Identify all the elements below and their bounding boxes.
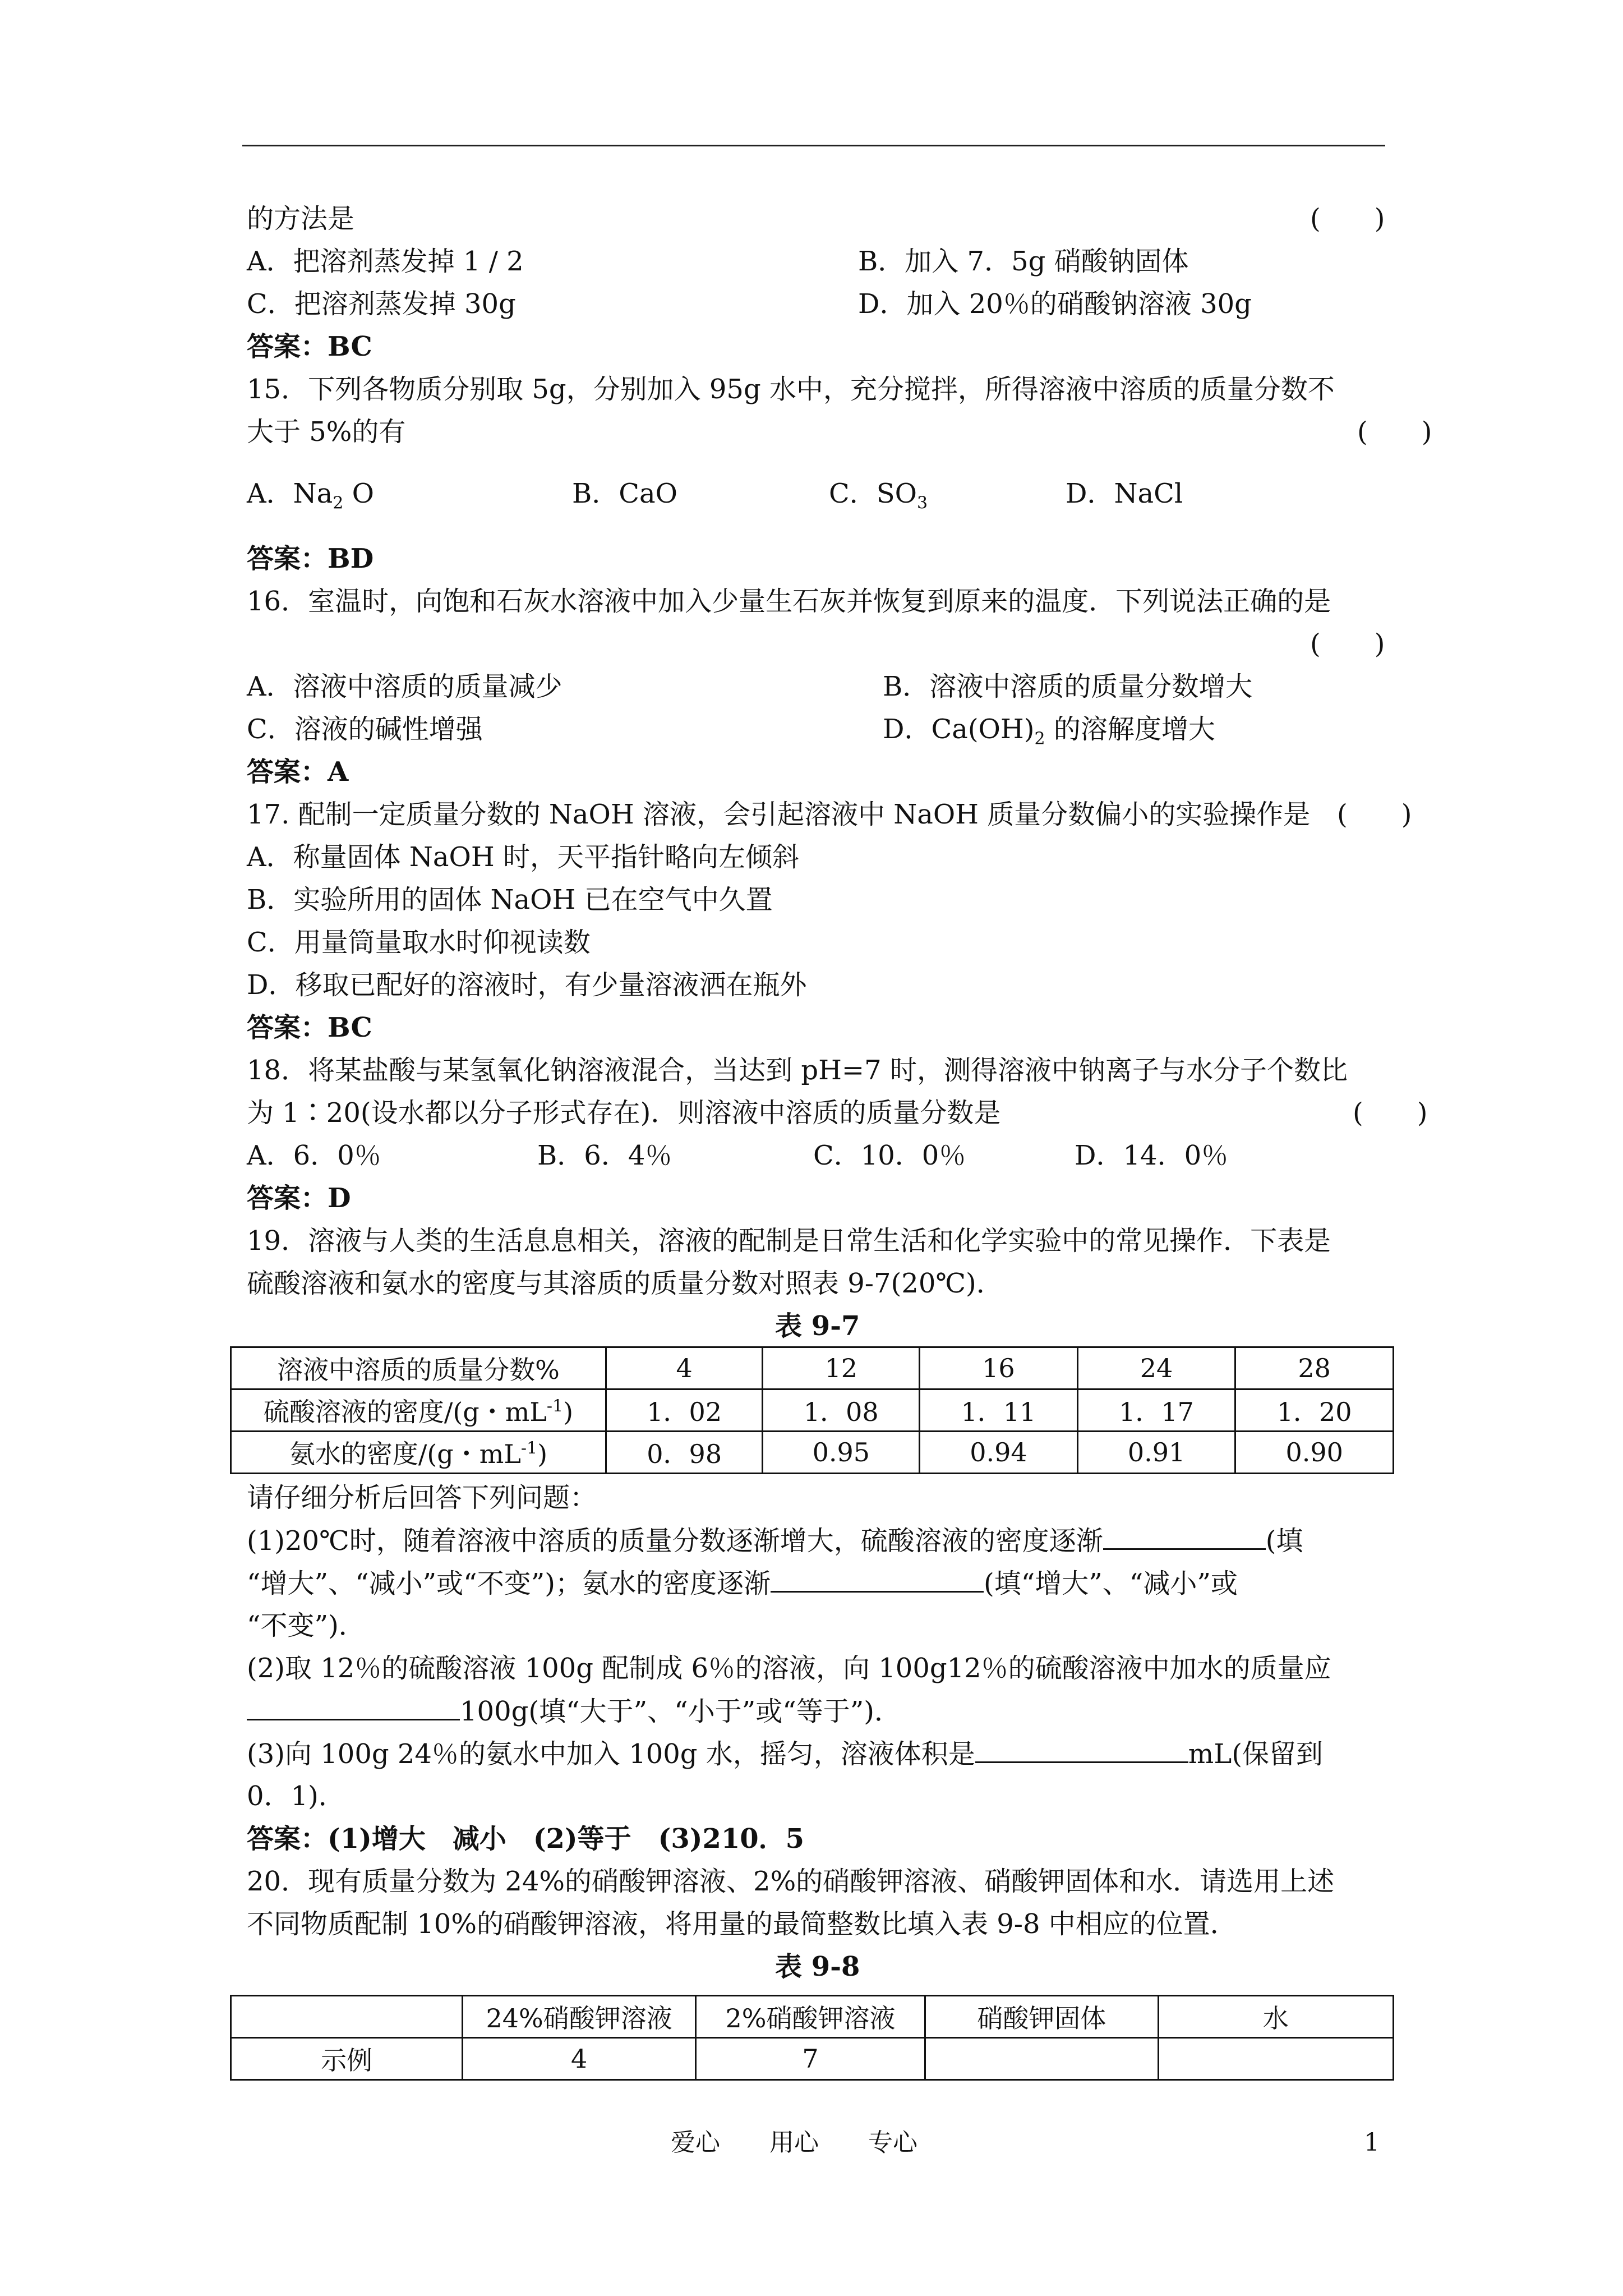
table-cell: 1．02 bbox=[606, 1389, 763, 1432]
q15-option-a-subscript: 2 bbox=[333, 493, 344, 513]
table-cell: 示例 bbox=[231, 2038, 463, 2080]
q18-option-c: C．10．0％ bbox=[813, 1140, 966, 1171]
q17-option-b: B．实验所用的固体 NaOH 已在空气中久置 bbox=[247, 884, 773, 915]
table-cell: 4 bbox=[606, 1347, 763, 1389]
q15-stem-line2: 大于 5%的有 bbox=[247, 416, 406, 448]
page-number: 1 bbox=[1364, 2128, 1380, 2157]
fill-blank bbox=[975, 1737, 1188, 1763]
row-label-text: 硫酸溶液的密度/(g・mL bbox=[263, 1397, 547, 1427]
q16-option-c: C．溶液的碱性增强 bbox=[247, 714, 483, 745]
q18-option-a: A．6．0％ bbox=[247, 1140, 381, 1171]
footer-slogan: 爱心 用心 专心 bbox=[671, 2128, 917, 2157]
table-9-8-caption: 表 9-8 bbox=[775, 1951, 860, 1982]
q17-answer: 答案：BC bbox=[247, 1012, 372, 1043]
q16-option-d-text: D．Ca(OH) bbox=[883, 714, 1035, 745]
table-cell: 4 bbox=[463, 2038, 695, 2080]
q15-option-c bbox=[829, 477, 928, 521]
q19-stem-line2: 硫酸溶液和氨水的密度与其溶质的质量分数对照表 9-7(20℃)． bbox=[247, 1268, 1003, 1299]
q19-part1-line2 bbox=[247, 1566, 1238, 1600]
q15-answer-blank: ( ) bbox=[1357, 416, 1432, 448]
q18-option-d: D．14．0％ bbox=[1075, 1140, 1229, 1171]
q14-option-a: A．把溶剂蒸发掉 1 / 2 bbox=[247, 246, 524, 277]
row-label-close: ) bbox=[537, 1439, 548, 1469]
q16-stem-line1: 16．室温时，向饱和石灰水溶液中加入少量生石灰并恢复到原来的温度．下列说法正确的是 bbox=[247, 586, 1331, 617]
q17-option-a: A．称量固体 NaOH 时，天平指针略向左倾斜 bbox=[247, 841, 800, 873]
q19-part1-text2: “增大”、“减小”或“不变”)；氨水的密度逐渐 bbox=[247, 1568, 771, 1599]
q15-stem-line1: 15．下列各物质分别取 5g，分别加入 95g 水中，充分搅拌，所得溶液中溶质的质量分数不 bbox=[247, 374, 1335, 405]
table-cell: 0．98 bbox=[606, 1432, 763, 1474]
table-9-7 bbox=[230, 1346, 1394, 1474]
q15-option-c-text: C．SO bbox=[829, 478, 917, 509]
q16-option-b: B．溶液中溶质的质量分数增大 bbox=[883, 671, 1253, 702]
q14-answer: 答案：BC bbox=[247, 331, 372, 362]
q19-part2-line2 bbox=[247, 1694, 901, 1728]
q15-option-c-subscript: 3 bbox=[916, 493, 928, 513]
table-cell: 2%硝酸钾溶液 bbox=[695, 1996, 925, 2038]
q14-option-d: D．加入 20％的硝酸钠溶液 30g bbox=[858, 288, 1252, 320]
q19-part3-hint: mL(保留到 bbox=[1188, 1738, 1323, 1770]
table-cell: 24%硝酸钾溶液 bbox=[463, 1996, 695, 2038]
q20-stem-line2: 不同物质配制 10%的硝酸钾溶液，将用量的最简整数比填入表 9-8 中相应的位置． bbox=[247, 1908, 1237, 1940]
row-label-text: 氨水的密度/(g・mL bbox=[289, 1439, 521, 1469]
q18-answer: 答案：D bbox=[247, 1182, 351, 1214]
row-label-superscript: -1 bbox=[520, 1438, 538, 1458]
q14-option-c: C．把溶剂蒸发掉 30g bbox=[247, 288, 516, 320]
q19-part3-line1 bbox=[247, 1737, 1323, 1771]
table-cell: 0.91 bbox=[1077, 1432, 1235, 1474]
table-cell: 1．11 bbox=[920, 1389, 1078, 1432]
table-9-7-row-sulfuric bbox=[231, 1389, 1394, 1432]
q19-answer: 答案：(1)增大 减小 (2)等于 (3)210．5 bbox=[247, 1823, 805, 1855]
q16-option-d-subscript: 2 bbox=[1034, 729, 1045, 749]
table-cell: 0.94 bbox=[920, 1432, 1078, 1474]
q16-answer: 答案：A bbox=[247, 756, 349, 788]
table-9-7-header-row bbox=[231, 1347, 1394, 1389]
table-cell: 16 bbox=[920, 1347, 1078, 1389]
q19-part3-text: (3)向 100g 24％的氨水中加入 100g 水，摇匀，溶液体积是 bbox=[247, 1738, 975, 1770]
q15-answer: 答案：BD bbox=[247, 543, 374, 574]
table-cell: 1．08 bbox=[763, 1389, 920, 1432]
table-9-8-row-example bbox=[231, 2038, 1394, 2080]
q15-option-a-text: A．Na bbox=[247, 478, 333, 509]
q14-answer-blank: ( ) bbox=[1310, 203, 1385, 234]
q15-option-b: B．CaO bbox=[572, 478, 677, 509]
table-cell bbox=[925, 2038, 1158, 2080]
table-9-8 bbox=[230, 1995, 1394, 2081]
q16-option-a: A．溶液中溶质的质量减少 bbox=[247, 671, 562, 702]
table-9-8-header-row bbox=[231, 1996, 1394, 2038]
table-cell: 12 bbox=[763, 1347, 920, 1389]
table-9-7-row-ammonia bbox=[231, 1432, 1394, 1474]
table-cell: 1．20 bbox=[1235, 1389, 1394, 1432]
q18-stem-line2: 为 1∶20(设水都以分子形式存在)．则溶液中溶质的质量分数是 bbox=[247, 1097, 1001, 1129]
q18-answer-blank: ( ) bbox=[1353, 1097, 1428, 1129]
q17-answer-blank: ( ) bbox=[1337, 799, 1412, 830]
header-rule bbox=[242, 145, 1385, 146]
table-cell: 硝酸钾固体 bbox=[925, 1996, 1158, 2038]
table-9-7-caption: 表 9-7 bbox=[775, 1310, 860, 1342]
fill-blank bbox=[771, 1566, 984, 1593]
table-cell: 溶液中溶质的质量分数% bbox=[231, 1347, 606, 1389]
table-cell bbox=[231, 1996, 463, 2038]
table-row-label bbox=[231, 1432, 606, 1474]
q17-stem: 17. 配制一定质量分数的 NaOH 溶液，会引起溶液中 NaOH 质量分数偏小的实验操作是 bbox=[247, 799, 1311, 830]
q15-option-a bbox=[247, 477, 374, 521]
table-cell: 1．17 bbox=[1077, 1389, 1235, 1432]
table-cell bbox=[1158, 2038, 1393, 2080]
row-label-close: ) bbox=[563, 1397, 574, 1427]
q17-option-c: C．用量筒量取水时仰视读数 bbox=[247, 927, 591, 958]
table-cell: 水 bbox=[1158, 1996, 1393, 2038]
q19-part1-text: (1)20℃时，随着溶液中溶质的质量分数逐渐增大，硫酸溶液的密度逐渐 bbox=[247, 1525, 1103, 1557]
table-cell: 24 bbox=[1077, 1347, 1235, 1389]
q14-option-b: B．加入 7．5g 硝酸钠固体 bbox=[858, 246, 1189, 277]
q17-option-d: D．移取已配好的溶液时，有少量溶液洒在瓶外 bbox=[247, 969, 807, 1001]
table-cell: 28 bbox=[1235, 1347, 1394, 1389]
q19-prompt: 请仔细分析后回答下列问题： bbox=[247, 1482, 597, 1513]
q19-part1-hint2: (填“增大”、“减小”或 bbox=[983, 1568, 1238, 1599]
q18-stem-line1: 18．将某盐酸与某氢氧化钠溶液混合，当达到 pH=7 时，测得溶液中钠离子与水分子个数比 bbox=[247, 1055, 1348, 1086]
q16-answer-blank: ( ) bbox=[1310, 628, 1385, 660]
table-cell: 0.90 bbox=[1235, 1432, 1394, 1474]
q19-part3-line2: 0．1)． bbox=[247, 1780, 345, 1812]
q14-stem: 的方法是 bbox=[247, 203, 355, 234]
q19-part2-text: 100g(填“大于”、“小于”或“等于”)． bbox=[460, 1696, 902, 1727]
row-label-superscript: -1 bbox=[546, 1396, 564, 1416]
q19-part1-line3: “不变”)． bbox=[247, 1610, 366, 1641]
fill-blank bbox=[1103, 1524, 1266, 1550]
q15-option-d: D．NaCl bbox=[1066, 478, 1183, 509]
q16-option-d bbox=[883, 712, 1215, 756]
table-cell: 0.95 bbox=[763, 1432, 920, 1474]
q19-part1-line1 bbox=[247, 1524, 1303, 1558]
table-row-label bbox=[231, 1389, 606, 1432]
q19-stem-line1: 19．溶液与人类的生活息息相关，溶液的配制是日常生活和化学实验中的常见操作．下表是 bbox=[247, 1225, 1331, 1257]
fill-blank bbox=[247, 1694, 460, 1720]
q15-option-a-rest: O bbox=[343, 478, 374, 509]
q16-option-d-rest: 的溶解度增大 bbox=[1045, 714, 1215, 745]
q18-option-b: B．6．4％ bbox=[537, 1140, 672, 1171]
q19-part1-hint: (填 bbox=[1265, 1525, 1303, 1557]
q20-stem-line1: 20．现有质量分数为 24%的硝酸钾溶液、2%的硝酸钾溶液、硝酸钾固体和水．请选用上述 bbox=[247, 1866, 1335, 1897]
table-cell: 7 bbox=[695, 2038, 925, 2080]
q19-part2-line1: (2)取 12％的硫酸溶液 100g 配制成 6％的溶液，向 100g12％的硫酸溶液中加水的质量应 bbox=[247, 1653, 1331, 1684]
